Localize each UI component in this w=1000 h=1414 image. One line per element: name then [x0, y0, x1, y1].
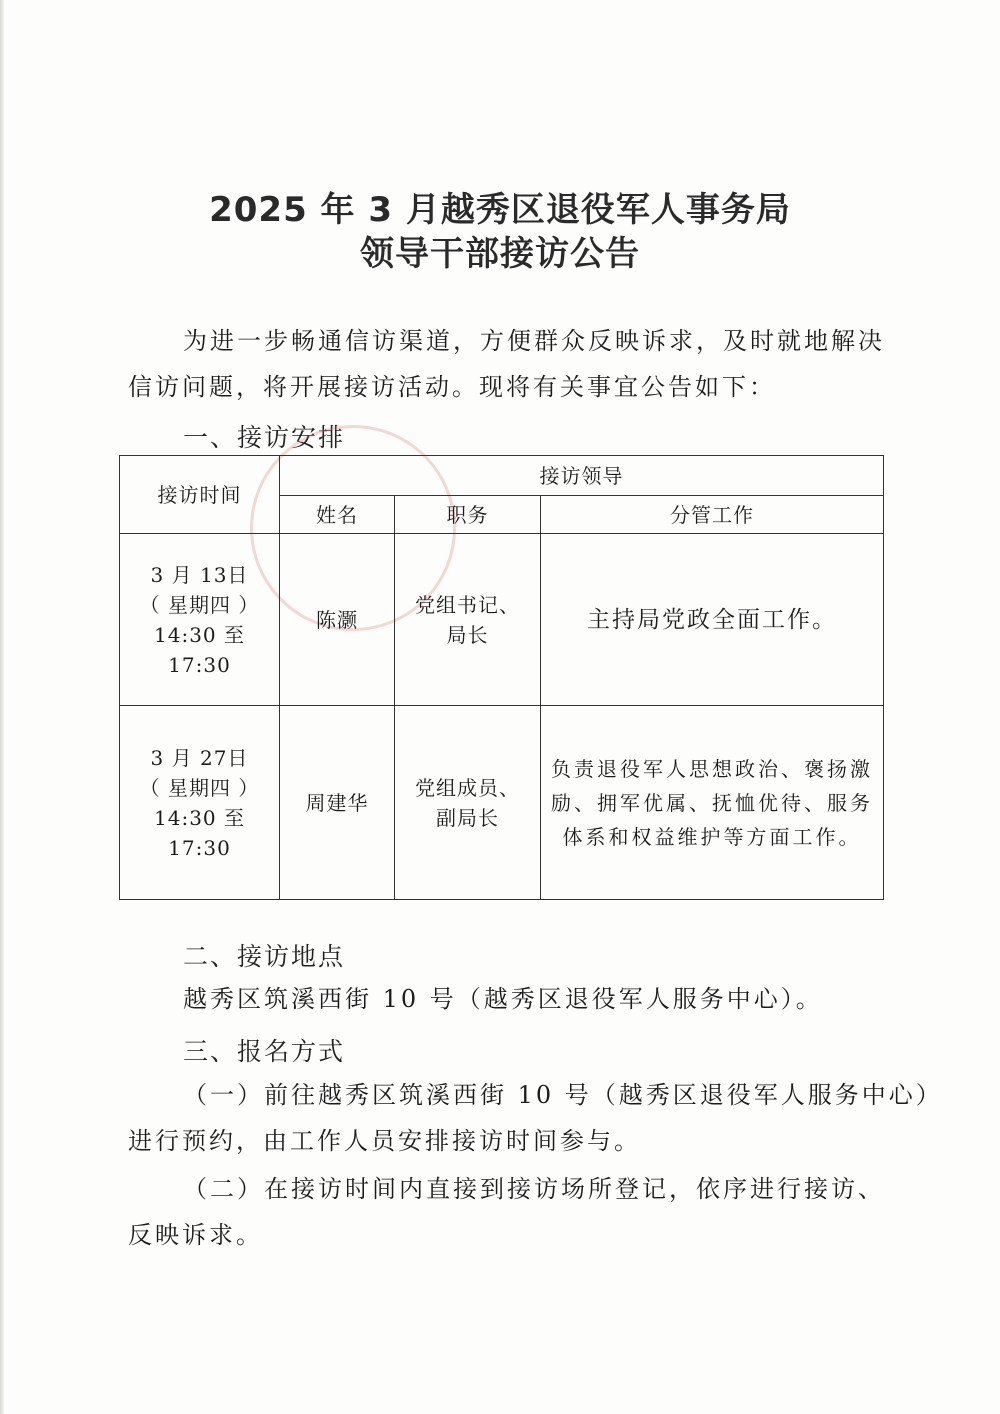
duty-cell: 主持局党政全面工作。	[541, 534, 884, 706]
table-header-row	[120, 456, 884, 496]
intro-line-1: 为进一步畅通信访渠道，方便群众反映诉求，及时就地解决	[183, 327, 885, 355]
time-end: 17:30	[168, 652, 231, 677]
duty-cell: 负责退役军人思想政治、褒扬激励、拥军优属、抚恤优待、服务体系和权益维护等方面工作。	[541, 706, 884, 900]
position-line-1: 党组书记、	[415, 592, 520, 617]
section2-text: 越秀区筑溪西街 10 号（越秀区退役军人服务中心）。	[183, 985, 823, 1013]
section1-heading: 一、接访安排	[183, 423, 346, 452]
position-line-1: 党组成员、	[415, 775, 520, 800]
section3-heading: 三、报名方式	[183, 1037, 346, 1066]
section3-item2-line1: （二）在接访时间内直接到接访场所登记，依序进行接访、	[183, 1175, 885, 1203]
section3-item1-line1: （一）前往越秀区筑溪西街 10 号（越秀区退役军人服务中心）	[183, 1081, 943, 1109]
header-leader: 接访领导	[280, 456, 884, 496]
header-name: 姓名	[280, 496, 395, 534]
time-cell	[120, 534, 280, 706]
position-line-2: 局长	[446, 622, 489, 647]
table-row	[120, 534, 884, 706]
date: 3 月 13日	[150, 562, 249, 587]
header-position: 职务	[395, 496, 541, 534]
intro-line-2: 信访问题，将开展接访活动。现将有关事宜公告如下：	[128, 373, 776, 401]
section2-heading: 二、接访地点	[183, 942, 346, 971]
leader-name: 陈灏	[280, 534, 395, 706]
title-line-1: 2025 年 3 月越秀区退役军人事务局	[209, 190, 791, 230]
leader-name: 周建华	[280, 706, 395, 900]
section3-item1-line2: 进行预约，由工作人员安排接访时间参与。	[128, 1127, 641, 1155]
time-start: 14:30 至	[154, 622, 245, 647]
title-line-2: 领导干部接访公告	[360, 234, 640, 274]
section3-item2-line2: 反映诉求。	[128, 1221, 263, 1249]
time-cell	[120, 706, 280, 900]
weekday: （ 星期四 ）	[139, 592, 260, 617]
header-time: 接访时间	[120, 456, 280, 534]
schedule-table	[119, 455, 884, 900]
time-start: 14:30 至	[154, 805, 245, 830]
time-end: 17:30	[168, 835, 231, 860]
position-cell	[395, 534, 541, 706]
table-row	[120, 706, 884, 900]
header-duty: 分管工作	[541, 496, 884, 534]
position-cell	[395, 706, 541, 900]
position-line-2: 副局长	[436, 805, 499, 830]
date: 3 月 27日	[150, 745, 249, 770]
weekday: （ 星期四 ）	[139, 775, 260, 800]
